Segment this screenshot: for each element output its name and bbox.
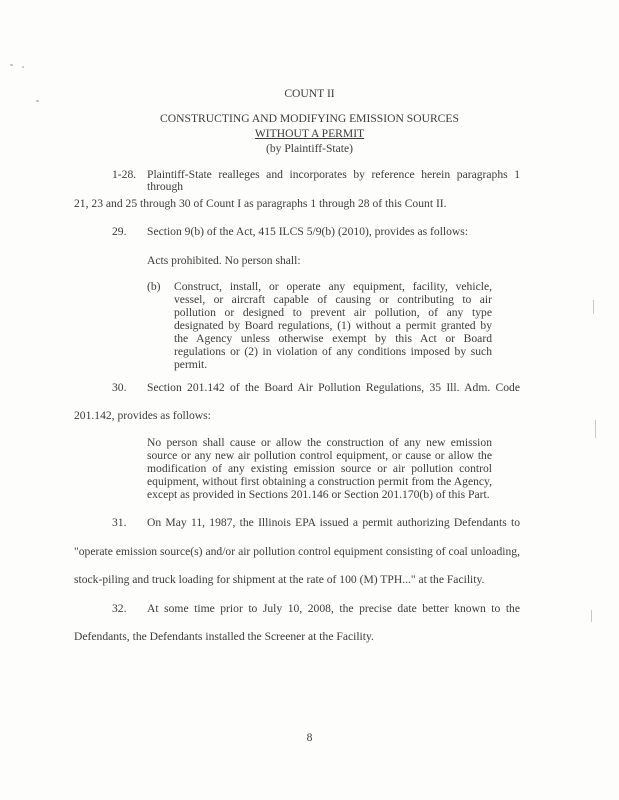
paragraph-text: Plaintiff-State realleges and incorporates by reference herein paragraphs 1 through: [147, 168, 520, 193]
paragraph-number: 30.: [112, 381, 127, 394]
scan-edge-mark: [593, 300, 594, 314]
section-title-line2: WITHOUT A PERMIT: [254, 127, 365, 140]
block-quote-line: modification of any existing emission source or air pollution control: [147, 462, 492, 475]
block-quote-line: permit.: [174, 358, 208, 371]
scan-edge-mark: [595, 420, 596, 438]
quote-item-label: (b): [147, 280, 161, 293]
scan-speck: [10, 64, 13, 66]
page-number: 8: [306, 731, 313, 744]
block-quote-line: source or any new air pollution control equipment, or cause or allow the: [147, 449, 492, 462]
scan-speck: [22, 66, 24, 68]
count-heading: COUNT II: [284, 87, 335, 100]
paragraph-text: 21, 23 and 25 through 30 of Count I as paragraphs 1 through 28 of this Count II.: [74, 197, 447, 210]
block-quote-line: equipment, without first obtaining a construction permit from the Agency,: [147, 475, 492, 488]
block-quote-line: regulations or (2) in violation of any conditions imposed by such: [174, 345, 492, 358]
block-quote-line: Construct, install, or operate any equipment, facility, vehicle,: [174, 280, 492, 293]
paragraph-number: 29.: [112, 225, 127, 238]
paragraph-text: 201.142, provides as follows:: [74, 409, 211, 422]
section-title-line3: (by Plaintiff-State): [265, 142, 354, 155]
paragraph-text: At some time prior to July 10, 2008, the precise date better known to the: [147, 602, 520, 615]
block-quote-line: vessel, or aircraft capable of causing or contributing to air: [174, 293, 492, 306]
paragraph-text: stock-piling and truck loading for shipment at the rate of 100 (M) TPH..." at the Facility.: [74, 573, 485, 586]
scan-edge-mark: [591, 610, 592, 622]
scan-speck: [36, 100, 39, 102]
block-quote-line: designated by Board regulations, (1) without a permit granted by: [174, 319, 492, 332]
block-quote-line: the Agency unless otherwise exempt by this Act or Board: [174, 332, 492, 345]
paragraph-text: On May 11, 1987, the Illinois EPA issued a permit authorizing Defendants to: [147, 516, 520, 529]
paragraph-text: "operate emission source(s) and/or air pollution control equipment consisting of coal unloading,: [74, 545, 520, 558]
paragraph-text: Section 201.142 of the Board Air Pollution Regulations, 35 Ill. Adm. Code: [147, 381, 520, 394]
paragraph-text: Section 9(b) of the Act, 415 ILCS 5/9(b) (2010), provides as follows:: [147, 225, 469, 238]
paragraph-number: 1-28.: [112, 168, 137, 181]
block-quote-line: except as provided in Sections 201.146 or Section 201.170(b) of this Part.: [147, 488, 490, 501]
paragraph-text: Acts prohibited. No person shall:: [147, 254, 301, 267]
paragraph-number: 31.: [112, 516, 127, 529]
block-quote-line: pollution or designed to prevent air pollution, of any type: [174, 306, 492, 319]
paragraph-text: Defendants, the Defendants installed the Screener at the Facility.: [74, 630, 374, 643]
block-quote-line: No person shall cause or allow the construction of any new emission: [147, 436, 492, 449]
paragraph-number: 32.: [112, 602, 127, 615]
section-title-line1: CONSTRUCTING AND MODIFYING EMISSION SOURCES: [160, 112, 459, 125]
